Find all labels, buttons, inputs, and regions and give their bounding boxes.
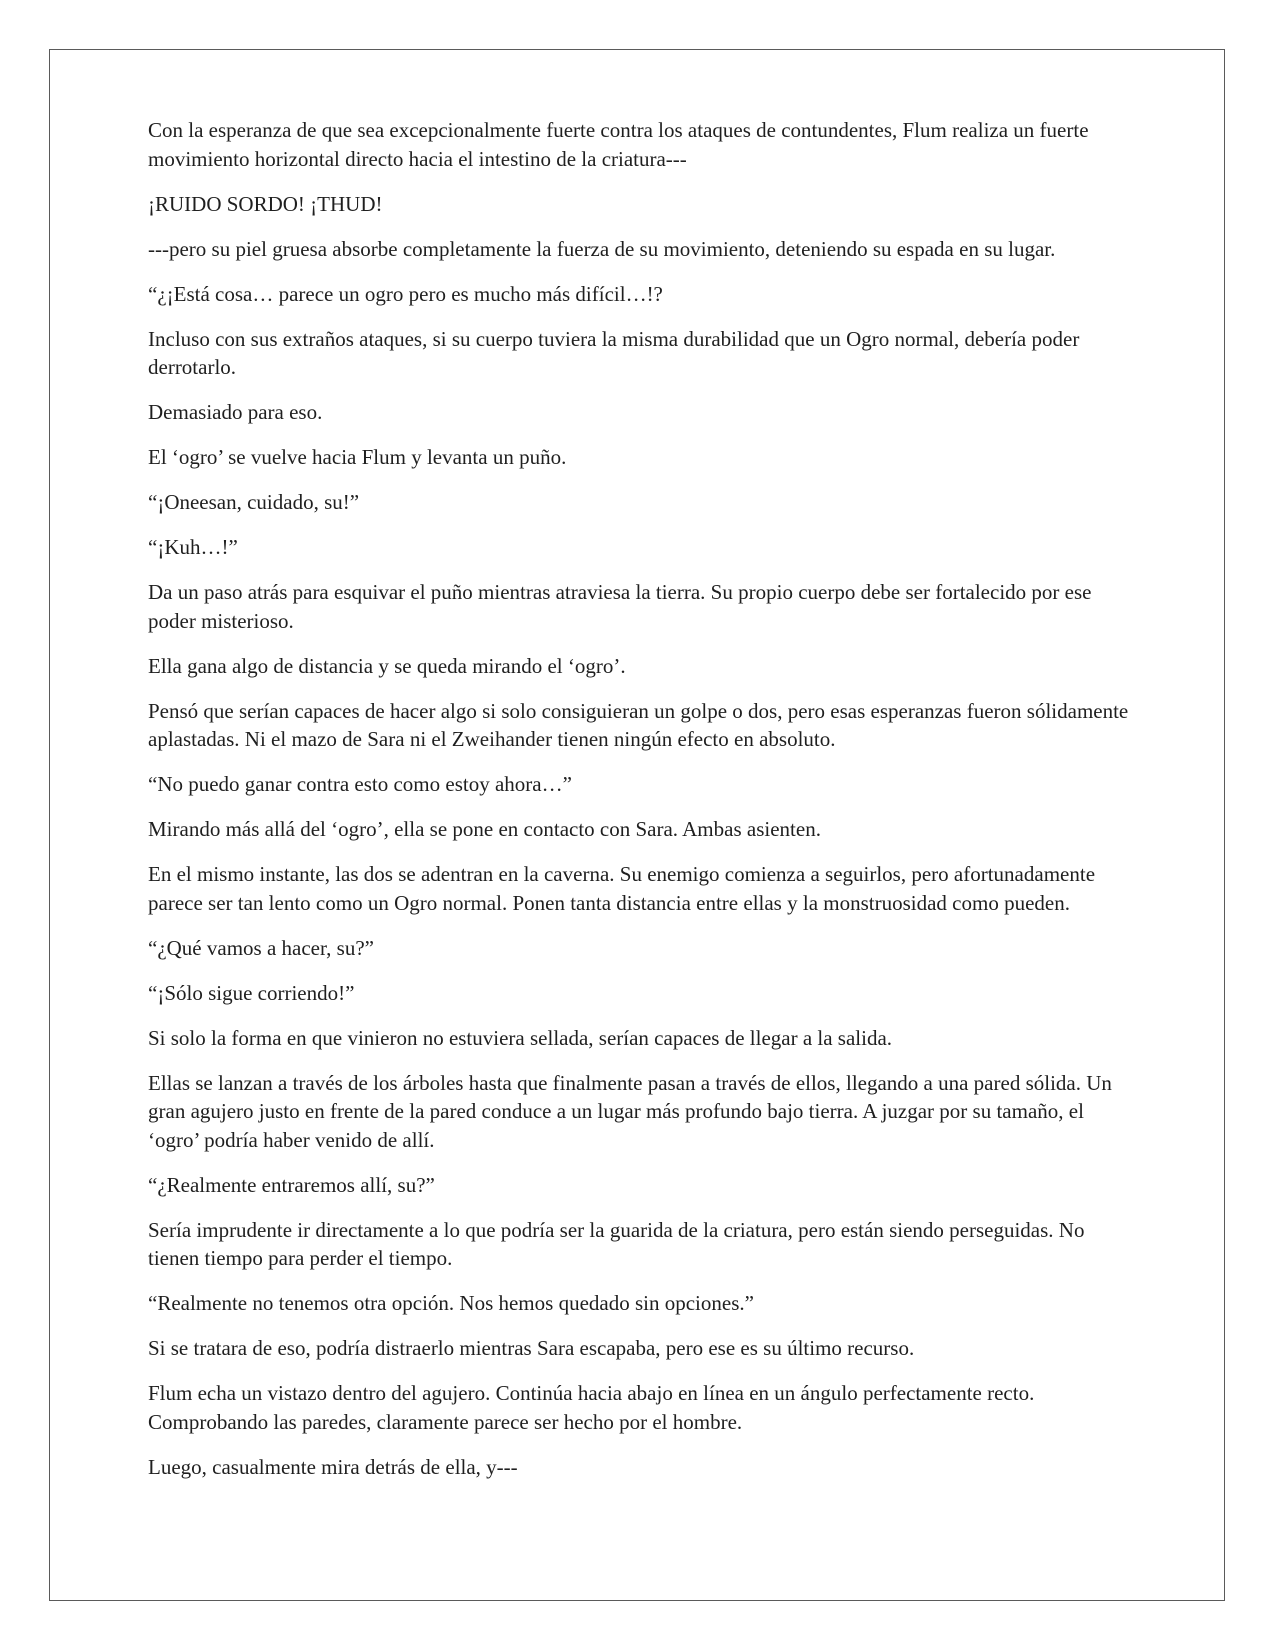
paragraph: Con la esperanza de que sea excepcionalmente fuerte contra los ataques de contundentes, Flum realiza un fuerte movimiento horizontal directo hacia el intestino de la criatura--- [148,118,1089,171]
paragraph: Pensó que serían capaces de hacer algo si solo consiguieran un golpe o dos, pero esas esperanzas fueron sólidamente aplastadas. Ni el mazo de Sara ni el Zweihander tienen ningún efecto en absoluto. [148,698,1129,751]
paragraph: ---pero su piel gruesa absorbe completamente la fuerza de su movimiento, deteniendo su espada en su lugar. [148,236,1056,261]
paragraph: El ‘ogro’ se vuelve hacia Flum y levanta un puño. [148,445,567,469]
paragraph: “No puedo ganar contra esto como estoy ahora…” [148,772,572,796]
paragraph: Mirando más allá del ‘ogro’, ella se pone en contacto con Sara. Ambas asienten. [148,817,821,841]
paragraph: “¿Realmente entraremos allí, su?” [148,1172,435,1197]
paragraph: Sería imprudente ir directamente a lo que podría ser la guarida de la criatura, pero están siendo perseguidas. No tienen tiempo para perder el tiempo. [148,1217,1085,1270]
document-body [148,116,1133,1498]
paragraph: “¡Sólo sigue corriendo!” [148,980,355,1005]
paragraph: Incluso con sus extraños ataques, si su cuerpo tuviera la misma durabilidad que un Ogro normal, debería poder derrotarlo. [148,326,1080,379]
paragraph: “¿Qué vamos a hacer, su?” [148,935,374,960]
paragraph: “¿¡Está cosa… parece un ogro pero es mucho más difícil…!? [148,281,663,306]
paragraph: Luego, casualmente mira detrás de ella, y--- [148,1454,518,1479]
paragraph: Ellas se lanzan a través de los árboles hasta que finalmente pasan a través de ellos, llegando a una pared sólida. Un gran agujero justo en frente de la pared conduce a un lugar más profundo bajo tierra. A juzgar por su tamaño, el ‘ogro’ podría haber venido de allí. [148,1070,1112,1152]
paragraph: En el mismo instante, las dos se adentran en la caverna. Su enemigo comienza a seguirlos, pero afortunadamente parece ser tan lento como un Ogro normal. Ponen tanta distancia entre ellas y la monstruosidad como pueden. [148,862,1096,915]
paragraph: “Realmente no tenemos otra opción. Nos hemos quedado sin opciones.” [148,1291,754,1315]
paragraph: “¡Oneesan, cuidado, su!” [148,490,360,514]
paragraph: “¡Kuh…!” [148,535,238,559]
paragraph: Demasiado para eso. [148,400,323,424]
paragraph: Si se tratara de eso, podría distraerlo mientras Sara escapaba, pero ese es su último recurso. [148,1336,915,1360]
paragraph: ¡RUIDO SORDO! ¡THUD! [148,191,383,216]
paragraph: Da un paso atrás para esquivar el puño mientras atraviesa la tierra. Su propio cuerpo debe ser fortalecido por ese poder misterioso. [148,580,1092,633]
paragraph: Ella gana algo de distancia y se queda mirando el ‘ogro’. [148,653,626,678]
paragraph: Flum echa un vistazo dentro del agujero. Continúa hacia abajo en línea en un ángulo perfectamente recto. Comprobando las paredes, claramente parece ser hecho por el hombre. [148,1381,1035,1434]
paragraph: Si solo la forma en que vinieron no estuviera sellada, serían capaces de llegar a la salida. [148,1025,893,1050]
